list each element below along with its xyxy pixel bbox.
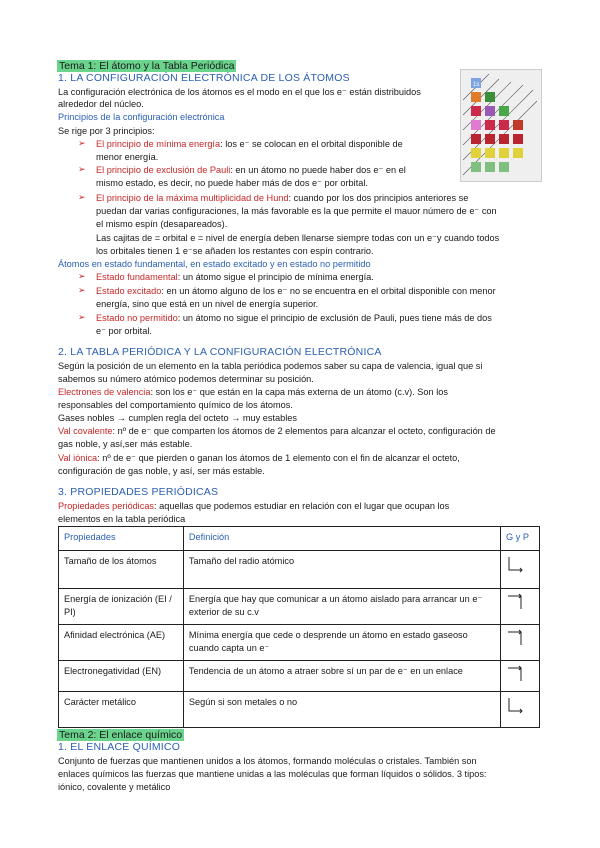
state2-line1: Estado excitado: en un átomo alguno de los e⁻ no se encuentra en el orbital disponible con menor <box>96 286 496 296</box>
s1-intro-line2: alrededor del núcleo. <box>58 99 144 109</box>
covalent-line2: gas noble, y así,ser más estable. <box>58 439 193 449</box>
cell-property: Energía de ionización (EI / PI) <box>59 589 184 625</box>
arrow-bullet-icon: ➢ <box>78 138 86 148</box>
cell-definition: Energía que hay que comunicar a un átomo aislado para arrancar un e⁻ exterior de su c.v <box>183 589 500 625</box>
header-definition: Definición <box>183 527 500 551</box>
principles-subheading: Principios de la configuración electrónica <box>58 112 225 122</box>
tema2-line3: iónico, covalente y metálico <box>58 782 171 792</box>
header-gyp: G y P <box>501 527 540 551</box>
covalent-line1: Val covalente: nº de e⁻ que comparten los átomos de 2 elementos para alcanzar el octeto, configuración de <box>58 426 496 436</box>
trend-arrow-icon <box>506 593 524 611</box>
periodic-properties-table <box>58 526 540 728</box>
table-row <box>59 589 540 625</box>
principle3-line1: El principio de la máxima multiplicidad de Hund: cuando por los dos principios anteriores se <box>96 193 469 203</box>
tema2-title: Tema 2: El enlace químico <box>59 729 183 741</box>
table-row <box>59 661 540 692</box>
table-header-row <box>59 527 540 551</box>
cell-trend <box>501 625 540 661</box>
section3-heading: 3. PROPIEDADES PERIÓDICAS <box>58 486 219 498</box>
svg-text:1s: 1s <box>473 82 480 88</box>
cell-definition: Tamaño del radio atómico <box>183 551 500 589</box>
ionic-line2: configuración de gas noble, y así, ser más estable. <box>58 466 265 476</box>
state2-line2: energía, sino que está en un nivel de energía superior. <box>96 299 319 309</box>
arrow-bullet-icon: ➢ <box>78 312 86 322</box>
s3-def-line1: Propiedades periódicas: aquellas que podemos estudiar en relación con el lugar que ocupan los <box>58 501 450 511</box>
header-properties: Propiedades <box>59 527 184 551</box>
arrow-bullet-icon: ➢ <box>78 271 86 281</box>
state1-line1: Estado fundamental: un átomo sigue el principio de mínima energía. <box>96 272 374 282</box>
trend-arrow-icon <box>506 629 524 647</box>
cell-definition: Según si son metales o no <box>183 691 500 727</box>
state3-line1: Estado no permitido: un átomo no sigue el principio de exclusión de Pauli, pues tiene más de dos <box>96 313 492 323</box>
s3-def-line2: elementos en la tabla periódica <box>58 514 186 524</box>
principle1-line2: menor energía. <box>96 152 159 162</box>
trend-arrow-icon <box>506 665 524 683</box>
principle3-line4: Las cajitas de = orbital e = nivel de energía deben llenarse siempre todas con un e⁻y cuando todos <box>96 233 500 243</box>
trend-arrow-icon <box>506 696 524 714</box>
table-row <box>59 625 540 661</box>
arrow-bullet-icon: ➢ <box>78 285 86 295</box>
table-row <box>59 551 540 589</box>
valence-line2: responsables del comportamiento químico de los átomos. <box>58 400 293 410</box>
s2-line2: sabemos su número atómico podemos determinar su posición. <box>58 374 314 384</box>
state3-line2: e⁻ por orbital. <box>96 326 152 336</box>
section1-heading: 1. LA CONFIGURACIÓN ELECTRÓNICA DE LOS ÁTOMOS <box>58 72 350 84</box>
cell-definition: Mínima energía que cede o desprende un átomo en estado gaseoso cuando capta un e⁻ <box>183 625 500 661</box>
diagonal-rule-image <box>461 70 541 181</box>
cell-property: Carácter metálico <box>59 691 184 727</box>
tema2-heading: 1. EL ENLACE QUÍMICO <box>58 741 181 753</box>
orbital-filling-diagram <box>460 69 542 182</box>
cell-property: Afinidad electrónica (AE) <box>59 625 184 661</box>
cell-trend <box>501 661 540 692</box>
cell-definition: Tendencia de un átomo a atraer sobre sí un par de e⁻ en un enlace <box>183 661 500 692</box>
states-heading: Átomos en estado fundamental, en estado excitado y en estado no permitido <box>58 259 371 269</box>
principle3-line2: puedan dar varias configuraciones, la más favorable es la que permite el mauor número de e⁻ con <box>96 206 497 216</box>
table-row <box>59 691 540 727</box>
principle3-line5: los orbitales tienen 1 e⁻se añaden los restantes con espín contrario. <box>96 246 374 256</box>
tema2-line2: enlaces químicos las fuerzas que mantiene unidas a las moléculas que forman líquidos o sólidos. 3 tipos: <box>58 769 487 779</box>
s2-line1: Según la posición de un elemento en la tabla periódica podemos saber su capa de valencia, igual que si <box>58 361 483 371</box>
s1-intro-line1: La configuración electrónica de los átomos es el modo en el que los e⁻ están distribuidos <box>58 87 421 97</box>
cell-property: Electronegatividad (EN) <box>59 661 184 692</box>
valence-line1: Electrones de valencia: son los e⁻ que están en la capa más externa de un átomo (c.v). Son los <box>58 387 448 397</box>
arrow-bullet-icon: ➢ <box>78 192 86 202</box>
principle2-line1: El principio de exclusión de Pauli: en un átomo no puede haber dos e⁻ en el <box>96 165 406 175</box>
cell-trend <box>501 691 540 727</box>
principles-intro: Se rige por 3 principios: <box>58 126 155 136</box>
principle3-line3: el mismo espín (desapareados). <box>96 219 228 229</box>
section2-heading: 2. LA TABLA PERIÓDICA Y LA CONFIGURACIÓN ELECTRÓNICA <box>58 346 382 358</box>
cell-trend <box>501 551 540 589</box>
cell-trend <box>501 589 540 625</box>
tema2-line1: Conjunto de fuerzas que mantienen unidos a los átomos, formando moléculas o cristales. También son <box>58 756 477 766</box>
arrow-bullet-icon: ➢ <box>78 164 86 174</box>
principle2-line2: mismo estado, es decir, no puede haber más de dos e⁻ por orbital. <box>96 178 368 188</box>
noble-gases-line: Gases nobles → cumplen regla del octeto → muy estables <box>58 413 297 423</box>
cell-property: Tamaño de los átomos <box>59 551 184 589</box>
ionic-line1: Val iónica: nº de e⁻ que pierden o ganan los átomos de 1 elemento con el fin de alcanzar el octeto, <box>58 453 460 463</box>
principle1-line1: El principio de mínima energía: los e⁻ se colocan en el orbital disponible de <box>96 139 403 149</box>
tema1-title: Tema 1: El átomo y la Tabla Periódica <box>59 60 235 72</box>
trend-arrow-icon <box>506 555 524 573</box>
